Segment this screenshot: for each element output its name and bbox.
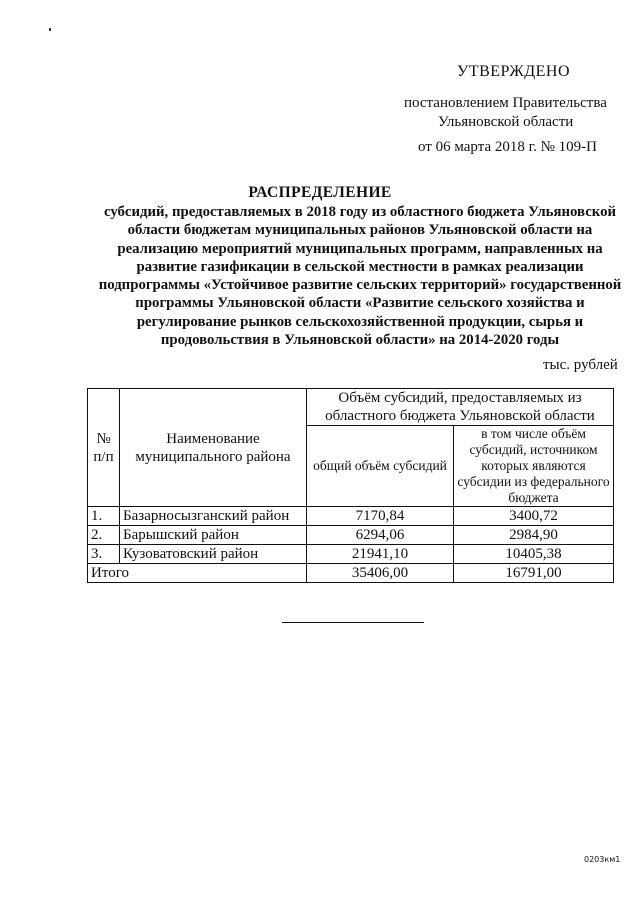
row-district: Барышский район <box>120 526 307 545</box>
row-district: Базарносызганский район <box>120 507 307 526</box>
header-total-volume: общий объём субсидий <box>307 426 454 507</box>
row-total: 6294,06 <box>307 526 454 545</box>
currency-unit: тыс. рублей <box>543 357 618 373</box>
row-number: 1. <box>88 507 120 526</box>
row-federal: 10405,38 <box>454 545 614 564</box>
document-title: РАСПРЕДЕЛЕНИЕ <box>248 184 392 201</box>
row-total: 7170,84 <box>307 507 454 526</box>
document-code: 0203км1 <box>584 855 621 864</box>
table-row <box>88 526 614 545</box>
header-subsidy-volume: Объём субсидий, предоставляемых из областного бюджета Ульяновской области <box>307 389 614 426</box>
approval-line-3: от 06 марта 2018 г. № 109-П <box>418 139 597 155</box>
header-federal-volume: в том числе объём субсидий, источником которых являются субсидии из федерального бюджета <box>454 426 614 507</box>
row-federal: 3400,72 <box>454 507 614 526</box>
approval-line-1: постановлением Правительства <box>404 95 607 111</box>
document-subtitle: субсидий, предоставляемых в 2018 году из областного бюджета Ульяновской области бюджетам муниципальных районов Ульяновской области на реализацию мероприятий муниципальных программ, направленных на развитие газификации в сельской местности в рамках реализации подпрограммы «Устойчивое развитие сельских территорий» государственной программы Ульяновской области «Развитие сельского хозяйства и регулирование рынков сельскохозяйственной продукции, сырья и продовольствия в Ульяновской области» на 2014-2020 годы <box>98 204 622 349</box>
header-district-name: Наименование муниципального района <box>120 389 307 507</box>
table-row <box>88 507 614 526</box>
table-total-row <box>88 564 614 583</box>
total-sum: 35406,00 <box>307 564 454 583</box>
row-district: Кузоватовский район <box>120 545 307 564</box>
scan-speck <box>49 28 51 31</box>
total-federal-sum: 16791,00 <box>454 564 614 583</box>
end-divider <box>282 622 424 623</box>
row-total: 21941,10 <box>307 545 454 564</box>
subsidy-table <box>87 388 614 583</box>
header-number: № п/п <box>88 389 120 507</box>
approval-heading: УТВЕРЖДЕНО <box>457 63 571 80</box>
table-row <box>88 545 614 564</box>
approval-line-2: Ульяновской области <box>438 114 574 130</box>
table-header-row <box>88 389 614 426</box>
row-number: 2. <box>88 526 120 545</box>
total-label: Итого <box>88 564 307 583</box>
row-number: 3. <box>88 545 120 564</box>
row-federal: 2984,90 <box>454 526 614 545</box>
